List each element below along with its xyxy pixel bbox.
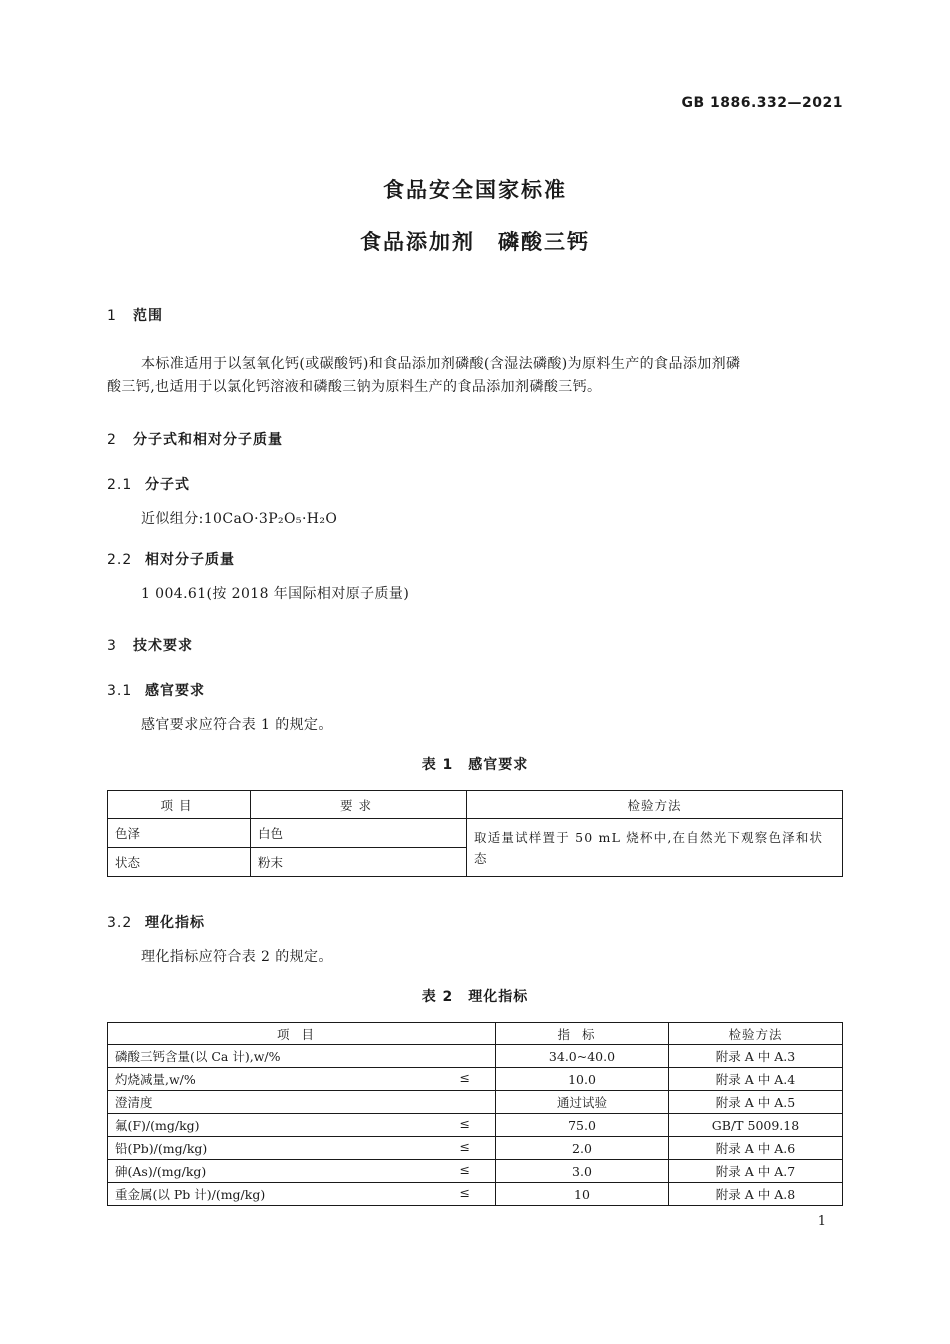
value-cell: 10 [496,1183,669,1206]
page-number: 1 [817,1214,826,1229]
table-2 [107,1022,843,1206]
item-cell [108,1045,496,1068]
item-cell [108,1114,496,1137]
section-3-1-heading [107,680,205,700]
value-cell: 3.0 [496,1160,669,1183]
standard-code: GB 1886.332—2021 [681,95,843,111]
section-title: 技术要求 [133,638,193,654]
item-cell [108,1137,496,1160]
table-cell: 状态 [108,848,251,877]
table-cell: 色泽 [108,819,251,848]
table-header-row [108,1023,843,1045]
section-number: 2.2 [107,552,133,568]
item-cell [108,1160,496,1183]
table-header-row [108,791,843,819]
table-row [108,1068,843,1091]
table-1 [107,790,843,877]
item-label: 砷(As)/(mg/kg) [115,1164,207,1179]
table-row [108,1183,843,1206]
sub-title: 食品添加剂 磷酸三钙 [360,230,590,254]
column-header: 指标 [496,1023,669,1045]
less-equal-sign: ≤ [459,1162,470,1177]
table-row [108,1091,843,1114]
value-cell: 34.0~40.0 [496,1045,669,1068]
method-cell: 附录 A 中 A.5 [669,1091,843,1114]
main-title: 食品安全国家标准 [383,178,567,202]
column-header: 项目 [108,1023,496,1045]
column-header: 项目 [108,791,251,819]
section-3-1-para: 感官要求应符合表 1 的规定。 [141,717,333,733]
item-label: 灼烧减量,w/% [115,1072,196,1087]
table-row [108,1114,843,1137]
section-number: 2.1 [107,477,133,493]
section-number: 3 [107,638,117,654]
item-cell [108,1091,496,1114]
section-1-para-line2: 酸三钙,也适用于以氯化钙溶液和磷酸三钠为原料生产的食品添加剂磷酸三钙。 [107,379,602,395]
table-row [108,819,843,848]
less-equal-sign: ≤ [459,1139,470,1154]
item-label: 铅(Pb)/(mg/kg) [115,1141,208,1156]
column-header: 要求 [251,791,467,819]
less-equal-sign: ≤ [459,1185,470,1200]
table-row [108,1160,843,1183]
method-cell: 附录 A 中 A.8 [669,1183,843,1206]
table-row [108,1137,843,1160]
value-cell: 通过试验 [496,1091,669,1114]
item-label: 氟(F)/(mg/kg) [115,1118,200,1133]
column-header: 检验方法 [669,1023,843,1045]
section-2-2-heading [107,549,235,569]
section-number: 2 [107,432,117,448]
section-3-2-para: 理化指标应符合表 2 的规定。 [141,949,333,965]
section-title: 理化指标 [145,915,205,931]
table-2-caption: 表 2 理化指标 [421,989,529,1005]
section-title: 相对分子质量 [145,552,235,568]
less-equal-sign: ≤ [459,1116,470,1131]
item-label: 澄清度 [115,1095,153,1110]
section-number: 3.2 [107,915,133,931]
less-equal-sign: ≤ [459,1070,470,1085]
item-cell [108,1183,496,1206]
section-3-heading [107,635,193,655]
section-1-para-line1: 本标准适用于以氢氧化钙(或碳酸钙)和食品添加剂磷酸(含湿法磷酸)为原料生产的食品添加剂磷 [141,356,741,372]
table-cell: 粉末 [251,848,467,877]
section-title: 范围 [133,308,163,324]
section-title: 感官要求 [145,683,205,699]
table-cell-method: 取适量试样置于 50 mL 烧杯中,在自然光下观察色泽和状态 [467,819,843,877]
section-title: 分子式 [145,477,190,493]
item-cell [108,1068,496,1091]
molecular-formula: 近似组分:10CaO·3P₂O₅·H₂O [141,511,338,527]
method-cell: 附录 A 中 A.7 [669,1160,843,1183]
table-row [108,1045,843,1068]
method-cell: 附录 A 中 A.6 [669,1137,843,1160]
section-number: 1 [107,308,117,324]
section-2-heading [107,429,283,449]
table-cell: 白色 [251,819,467,848]
item-label: 重金属(以 Pb 计)/(mg/kg) [115,1187,266,1202]
value-cell: 10.0 [496,1068,669,1091]
value-cell: 75.0 [496,1114,669,1137]
item-label: 磷酸三钙含量(以 Ca 计),w/% [115,1049,281,1064]
value-cell: 2.0 [496,1137,669,1160]
method-cell: GB/T 5009.18 [669,1114,843,1137]
section-2-1-heading [107,474,190,494]
method-cell: 附录 A 中 A.4 [669,1068,843,1091]
column-header: 检验方法 [467,791,843,819]
molecular-mass: 1 004.61(按 2018 年国际相对原子质量) [141,586,410,602]
table-1-caption: 表 1 感官要求 [421,757,529,773]
section-title: 分子式和相对分子质量 [133,432,283,448]
section-number: 3.1 [107,683,133,699]
method-cell: 附录 A 中 A.3 [669,1045,843,1068]
section-1-heading [107,305,163,325]
section-3-2-heading [107,912,205,932]
